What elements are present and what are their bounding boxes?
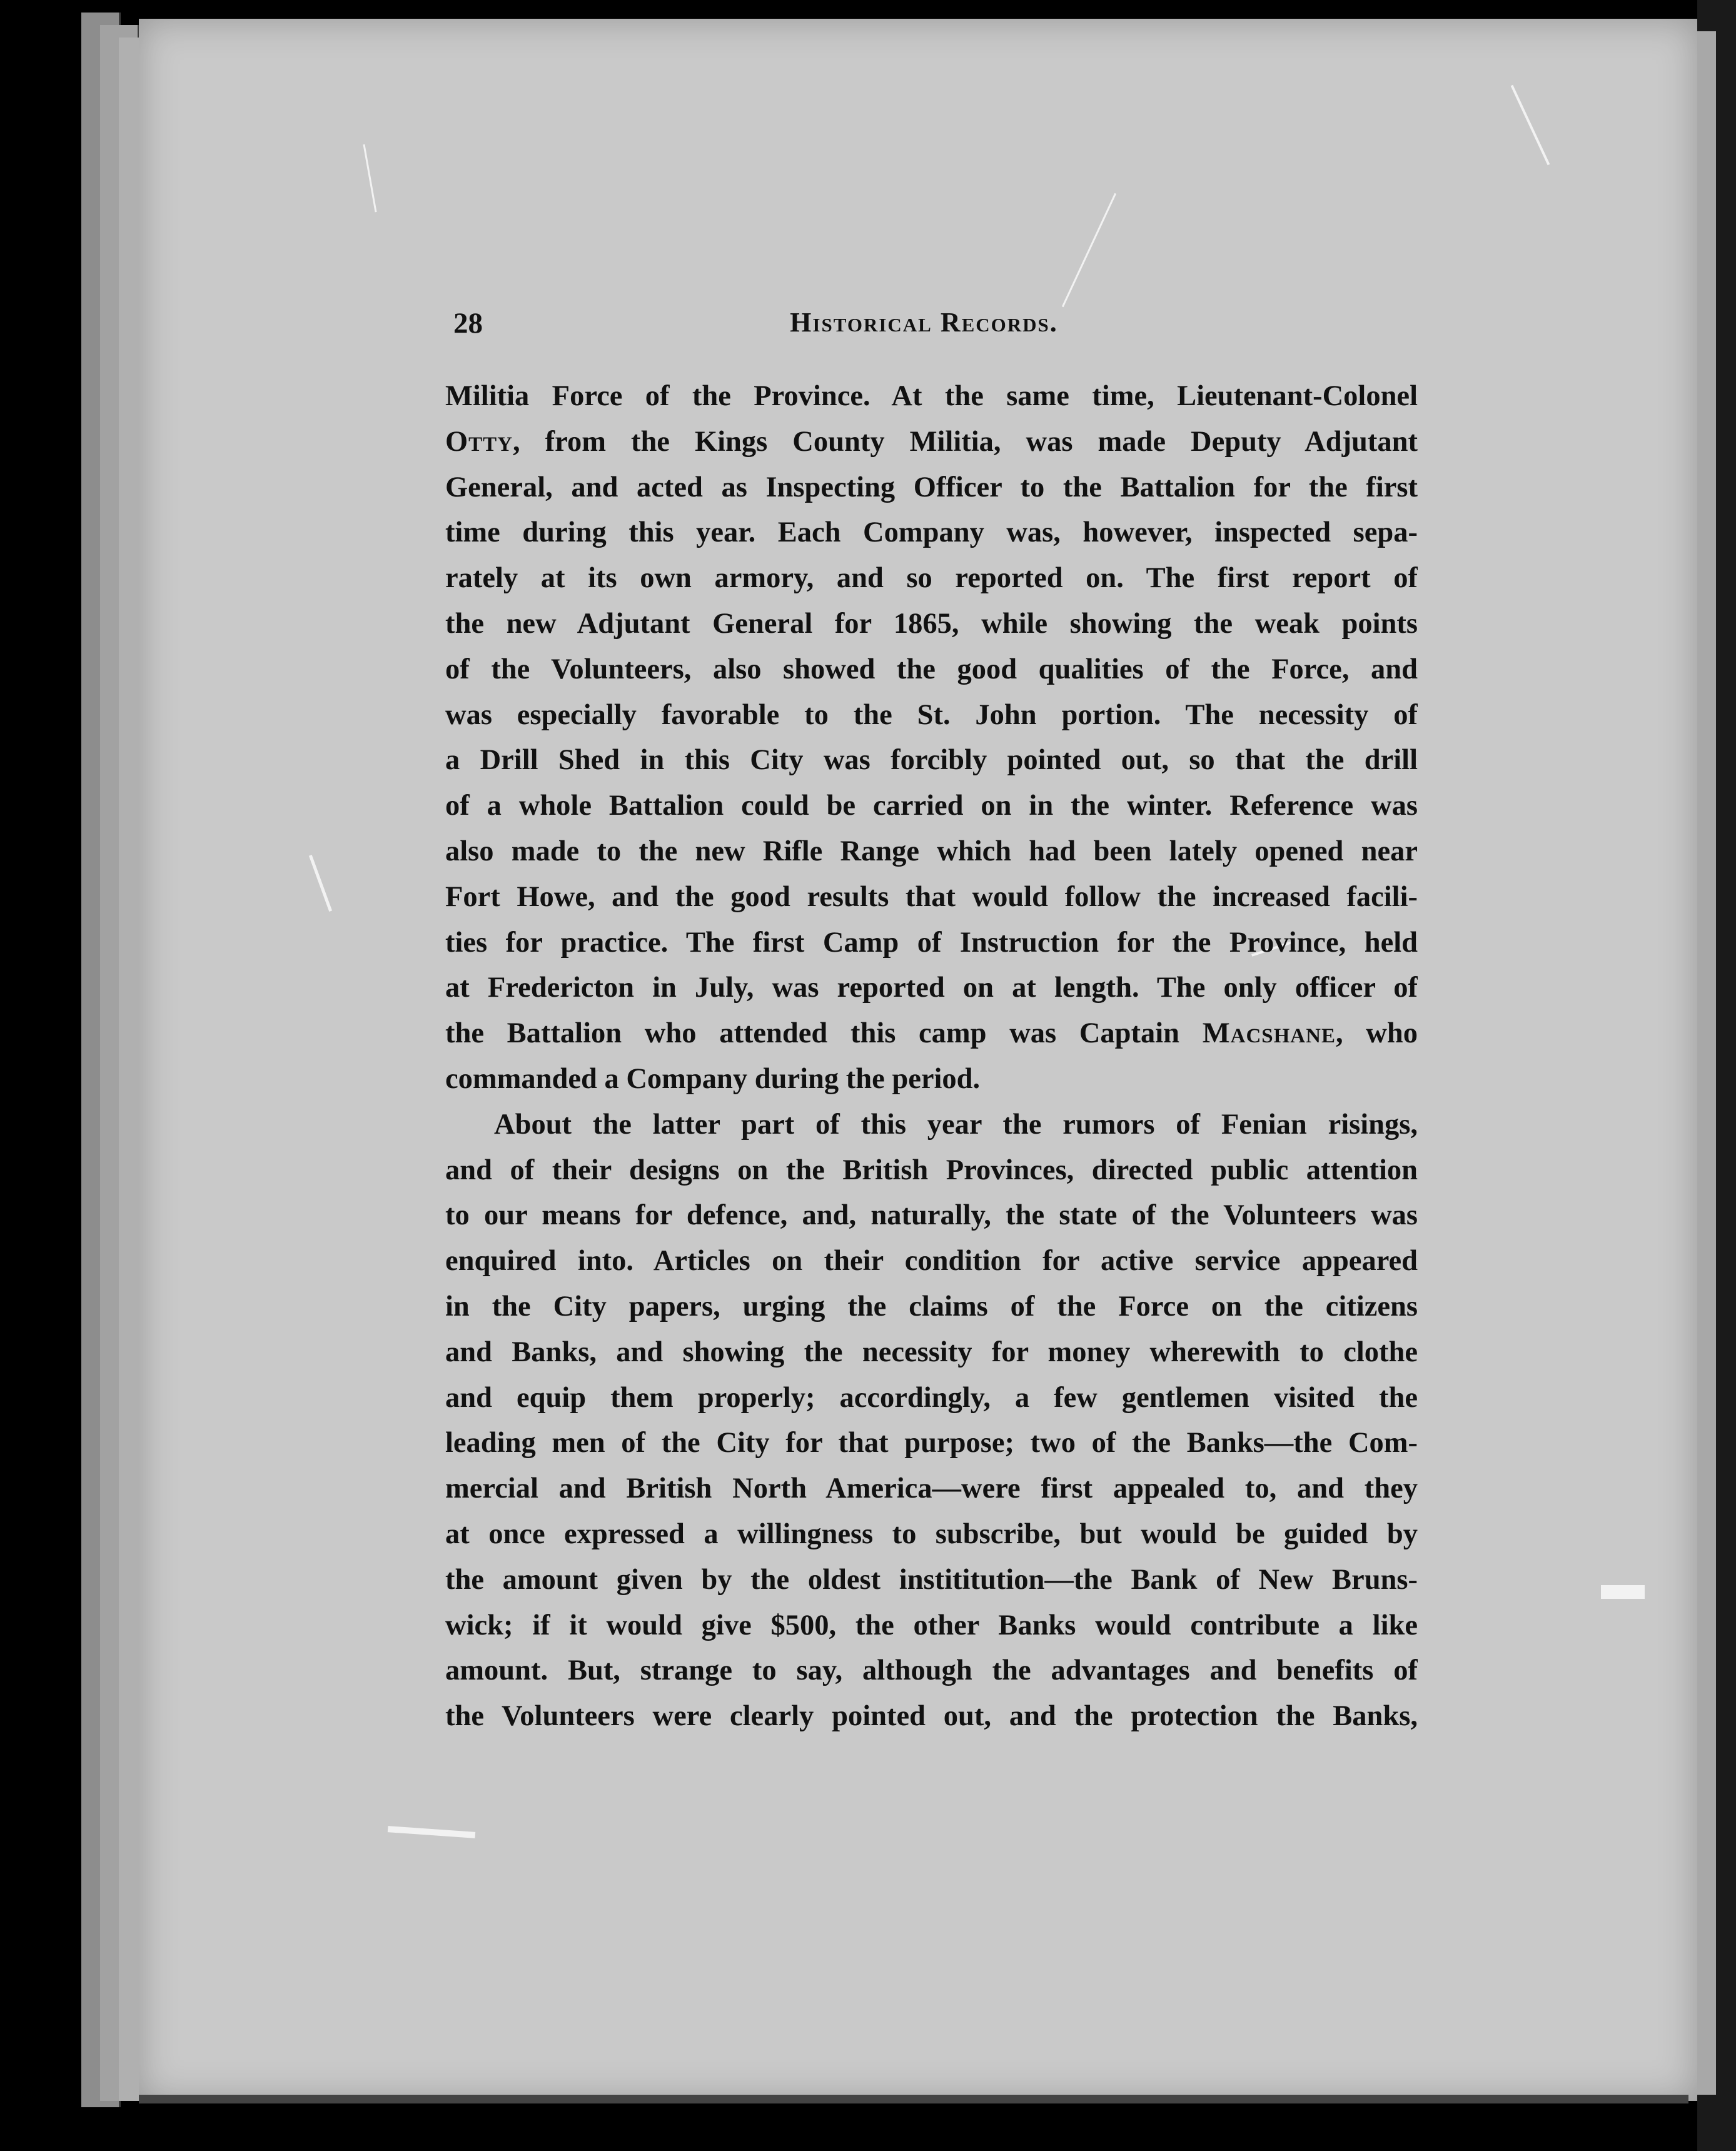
text-line bbox=[445, 1011, 1418, 1057]
page-bottom-edge bbox=[139, 2095, 1688, 2103]
text-line: enquired into. Articles on their condition for active service appeared bbox=[445, 1245, 1418, 1277]
text-line: Militia Force of the Province. At the same time, Lieutenant-Colonel bbox=[445, 380, 1418, 412]
text-line: and Banks, and showing the necessity for money wherewith to clothe bbox=[445, 1336, 1418, 1368]
text-line: Fort Howe, and the good results that would follow the increased facili- bbox=[445, 880, 1418, 913]
text-line: of a whole Battalion could be carried on in the winter. Reference was bbox=[445, 790, 1418, 822]
text-line: amount. But, strange to say, although the advantages and benefits of bbox=[445, 1655, 1418, 1687]
text-line: and of their designs on the British Provinces, directed public attention bbox=[445, 1154, 1418, 1186]
text-line: at Fredericton in July, was reported on at length. The only officer of bbox=[445, 972, 1418, 1004]
text-line: of the Volunteers, also showed the good qualities of the Force, and bbox=[445, 653, 1418, 685]
running-title: Historical Records. bbox=[790, 307, 1058, 338]
text-line: also made to the new Rifle Range which had been lately opened near bbox=[445, 835, 1418, 867]
text-fragment: the Battalion who attended this camp was Captain bbox=[445, 1017, 1203, 1050]
text-line: the Volunteers were clearly pointed out, and the protection the Banks, bbox=[445, 1700, 1418, 1733]
text-line: and equip them properly; accordingly, a few gentlemen visited the bbox=[445, 1381, 1418, 1414]
text-fragment: , who bbox=[1335, 1017, 1418, 1050]
small-caps-name: Macshane bbox=[1202, 1017, 1336, 1050]
text-line: was especially favorable to the St. John portion. The necessity of bbox=[445, 698, 1418, 731]
text-line: wick; if it would give $500, the other Banks would contribute a like bbox=[445, 1609, 1418, 1641]
text-fragment: , from the Kings County Militia, was made Deputy Adjutant bbox=[513, 425, 1418, 458]
text-line: at once expressed a willingness to subscribe, but would be guided by bbox=[445, 1518, 1418, 1550]
text-line: leading men of the City for that purpose; two of the Banks—the Com- bbox=[445, 1427, 1418, 1459]
page-header bbox=[316, 306, 1407, 344]
body-text bbox=[445, 374, 1418, 1740]
text-line: mercial and British North America—were first appealed to, and they bbox=[445, 1473, 1418, 1505]
text-line: commanded a Company during the period. bbox=[445, 1062, 981, 1095]
text-line: a Drill Shed in this City was forcibly pointed out, so that the drill bbox=[445, 744, 1418, 777]
text-line: time during this year. Each Company was, however, inspected sepa- bbox=[445, 516, 1418, 549]
text-line: the amount given by the oldest instititution—the Bank of New Bruns- bbox=[445, 1563, 1418, 1596]
text-line: General, and acted as Inspecting Officer to the Battalion for the first bbox=[445, 471, 1418, 503]
text-line: ties for practice. The first Camp of Instruction for the Province, held bbox=[445, 926, 1418, 959]
text-line bbox=[445, 420, 1418, 465]
text-line: the new Adjutant General for 1865, while showing the weak points bbox=[445, 607, 1418, 640]
text-line: to our means for defence, and, naturally, the state of the Volunteers was bbox=[445, 1199, 1418, 1232]
page-number: 28 bbox=[453, 307, 483, 340]
text-line: About the latter part of this year the rumors of Fenian risings, bbox=[494, 1108, 1418, 1141]
small-caps-name: Otty bbox=[445, 425, 513, 458]
film-scratch bbox=[1601, 1585, 1645, 1599]
text-line: rately at its own armory, and so reported on. The first report of bbox=[445, 562, 1418, 595]
text-line: in the City papers, urging the claims of the Force on the citizens bbox=[445, 1290, 1418, 1322]
